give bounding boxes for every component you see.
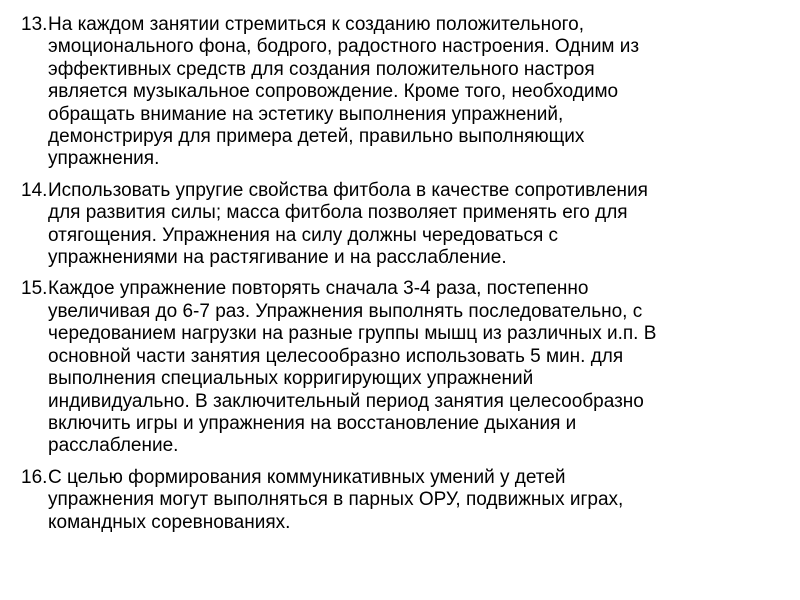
item-text-line: основной части занятия целесообразно использовать 5 мин. для [48,345,624,367]
list-item-15 [21,278,781,457]
item-text-line: увеличивая до 6-7 раз. Упражнения выполнять последовательно, с [48,300,643,322]
item-number: 15. [21,278,48,300]
item-text-line: упражнениями на растягивание и на расслабление. [48,247,507,269]
list-item-16 [21,467,781,534]
item-number: 16. [21,466,48,488]
item-number: 14. [21,179,48,201]
item-text-line: командных соревнованиях. [48,511,291,533]
item-text-line: для развития силы; масса фитбола позволяет применять его для [48,202,628,224]
item-text-line: демонстрируя для примера детей, правильно выполняющих [48,126,585,148]
numbered-list [21,14,781,543]
list-item-13 [21,14,781,171]
item-text-line: включить игры и упражнения на восстановление дыхания и [48,412,577,434]
item-text-line: эффективных средств для создания положительного настроя [48,58,595,80]
item-number: 13. [21,14,48,35]
item-text-line: упражнения могут выполняться в парных ОРУ, подвижных играх, [48,489,624,511]
item-text-line: является музыкальное сопровождение. Кроме того, необходимо [48,81,619,103]
item-text-line: Каждое упражнение повторять сначала 3-4 раза, постепенно [48,278,589,300]
item-text-line: Использовать упругие свойства фитбола в качестве сопротивления [48,179,648,201]
list-item-14 [21,180,781,270]
item-text-line: На каждом занятии стремиться к созданию положительного, [48,14,584,35]
item-text-line: С целью формирования коммуникативных умений у детей [48,466,566,488]
item-text-line: индивидуально. В заключительный период занятия целесообразно [48,390,644,412]
item-text-line: расслабление. [48,435,179,457]
item-text-line: выполнения специальных корригирующих упражнений [48,368,534,390]
item-text-line: упражнения. [48,148,160,170]
item-text-line: отягощения. Упражнения на силу должны чередоваться с [48,224,559,246]
item-text-line: чередованием нагрузки на разные группы мышц из различных и.п. В [48,323,657,345]
item-text-line: эмоционального фона, бодрого, радостного настроения. Одним из [48,36,640,58]
item-text-line: обращать внимание на эстетику выполнения упражнений, [48,103,564,125]
